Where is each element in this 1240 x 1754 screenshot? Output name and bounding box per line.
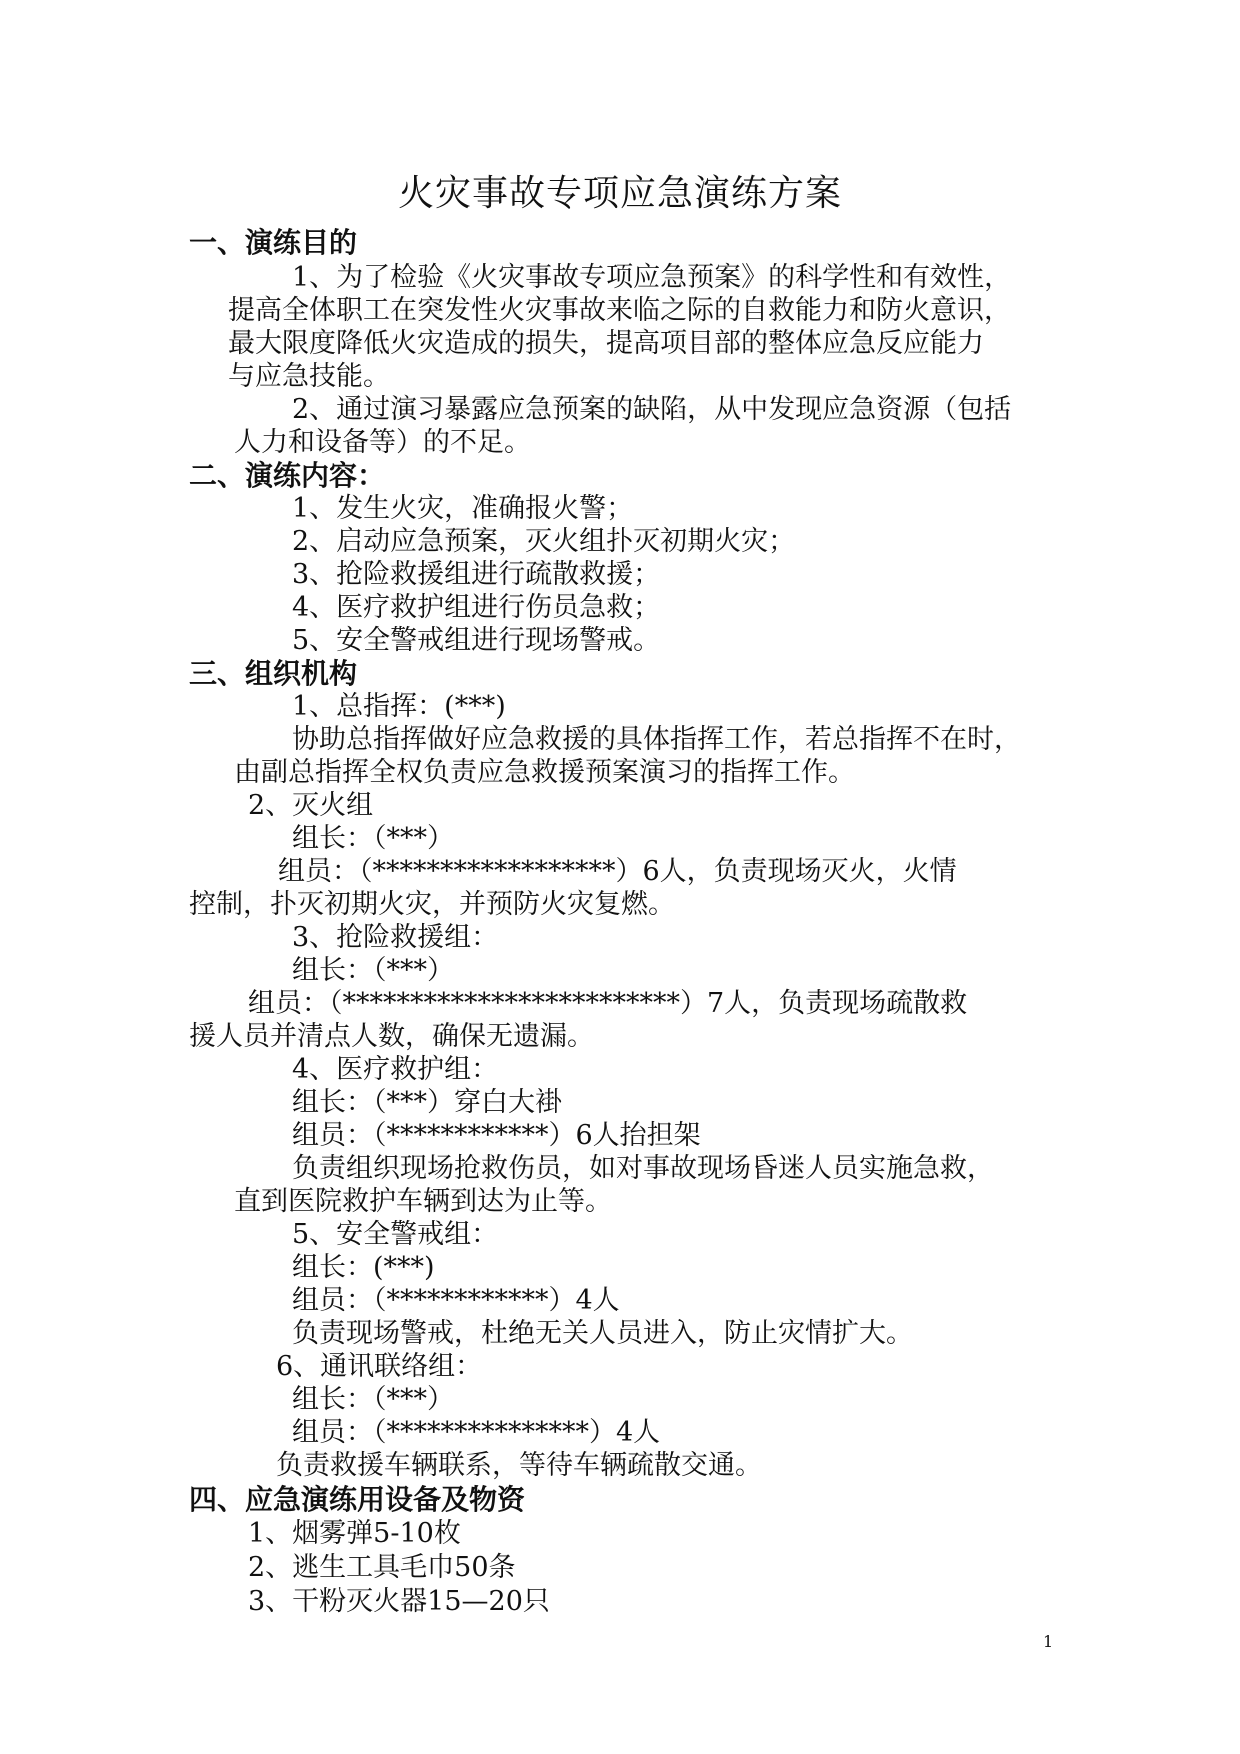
paragraph-line: 人力和设备等）的不足。 (234, 427, 531, 458)
list-item: 5、安全警戒组进行现场警戒。 (292, 625, 661, 656)
paragraph-line: 控制，扑灭初期火灾，并预防火灾复燃。 (189, 889, 675, 920)
list-item: 1、发生火灾，准确报火警； (292, 493, 634, 524)
paragraph-line: 援人员并清点人数，确保无遗漏。 (189, 1021, 594, 1052)
paragraph-line: 6、通讯联络组： (276, 1351, 483, 1382)
list-item: 2、逃生工具毛巾50条 (248, 1552, 516, 1583)
paragraph-line: 组员：（***************）4人 (292, 1417, 661, 1448)
paragraph-line: 协助总指挥做好应急救援的具体指挥工作，若总指挥不在时， (292, 724, 1021, 755)
paragraph-line: 5、安全警戒组： (292, 1219, 499, 1250)
page-number: 1 (1043, 1632, 1054, 1651)
paragraph-line: 负责组织现场抢救伤员，如对事故现场昏迷人员实施急救， (292, 1153, 994, 1184)
list-item: 4、医疗救护组进行伤员急救； (292, 592, 661, 623)
list-item: 3、抢险救援组进行疏散救援； (292, 559, 661, 590)
list-item: 2、启动应急预案，灭火组扑灭初期火灾； (292, 526, 796, 557)
paragraph-line: 组员：（******************）6人，负责现场灭火，火情 (278, 856, 957, 887)
paragraph-line: 组长：（***） (292, 955, 454, 986)
paragraph-line: 2、通过演习暴露应急预案的缺陷，从中发现应急资源（包括 (292, 394, 1012, 425)
section-heading-equipment: 四、应急演练用设备及物资 (189, 1483, 526, 1516)
list-item: 3、干粉灭火器15—20只 (248, 1586, 550, 1617)
paragraph-line: 组员：（************）6人抬担架 (292, 1120, 701, 1151)
section-heading-organization: 三、组织机构 (189, 657, 358, 690)
paragraph-line: 组员：（*************************）7人，负责现场疏散救 (248, 988, 968, 1019)
paragraph-line: 最大限度降低火灾造成的损失，提高项目部的整体应急反应能力 (228, 328, 984, 359)
list-item: 1、烟雾弹5-10枚 (248, 1518, 461, 1549)
paragraph-line: 组长：（***） (292, 823, 454, 854)
document-title: 火灾事故专项应急演练方案 (397, 173, 842, 214)
paragraph-line: 1、为了检验《火灾事故专项应急预案》的科学性和有效性， (292, 262, 1012, 293)
paragraph-line: 直到医院救护车辆到达为止等。 (234, 1186, 612, 1217)
section-heading-content: 二、演练内容： (189, 459, 386, 492)
paragraph-line: 4、医疗救护组： (292, 1054, 499, 1085)
paragraph-line: 与应急技能。 (228, 361, 390, 392)
paragraph-line: 负责救援车辆联系，等待车辆疏散交通。 (276, 1450, 762, 1481)
paragraph-line: 组长：(***) (292, 1252, 435, 1283)
paragraph-line: 组员：（************）4人 (292, 1285, 620, 1316)
section-heading-purpose: 一、演练目的 (189, 226, 358, 259)
paragraph-line: 由副总指挥全权负责应急救援预案演习的指挥工作。 (234, 757, 855, 788)
paragraph-line: 提高全体职工在突发性火灾事故来临之际的自救能力和防火意识， (228, 295, 1011, 326)
paragraph-line: 负责现场警戒，杜绝无关人员进入，防止灾情扩大。 (292, 1318, 913, 1349)
paragraph-line: 2、灭火组 (248, 790, 374, 821)
paragraph-line: 组长：（***） (292, 1384, 454, 1415)
paragraph-line: 1、总指挥：(***) (292, 691, 506, 722)
paragraph-line: 组长：（***）穿白大褂 (292, 1087, 562, 1118)
paragraph-line: 3、抢险救援组： (292, 922, 499, 953)
